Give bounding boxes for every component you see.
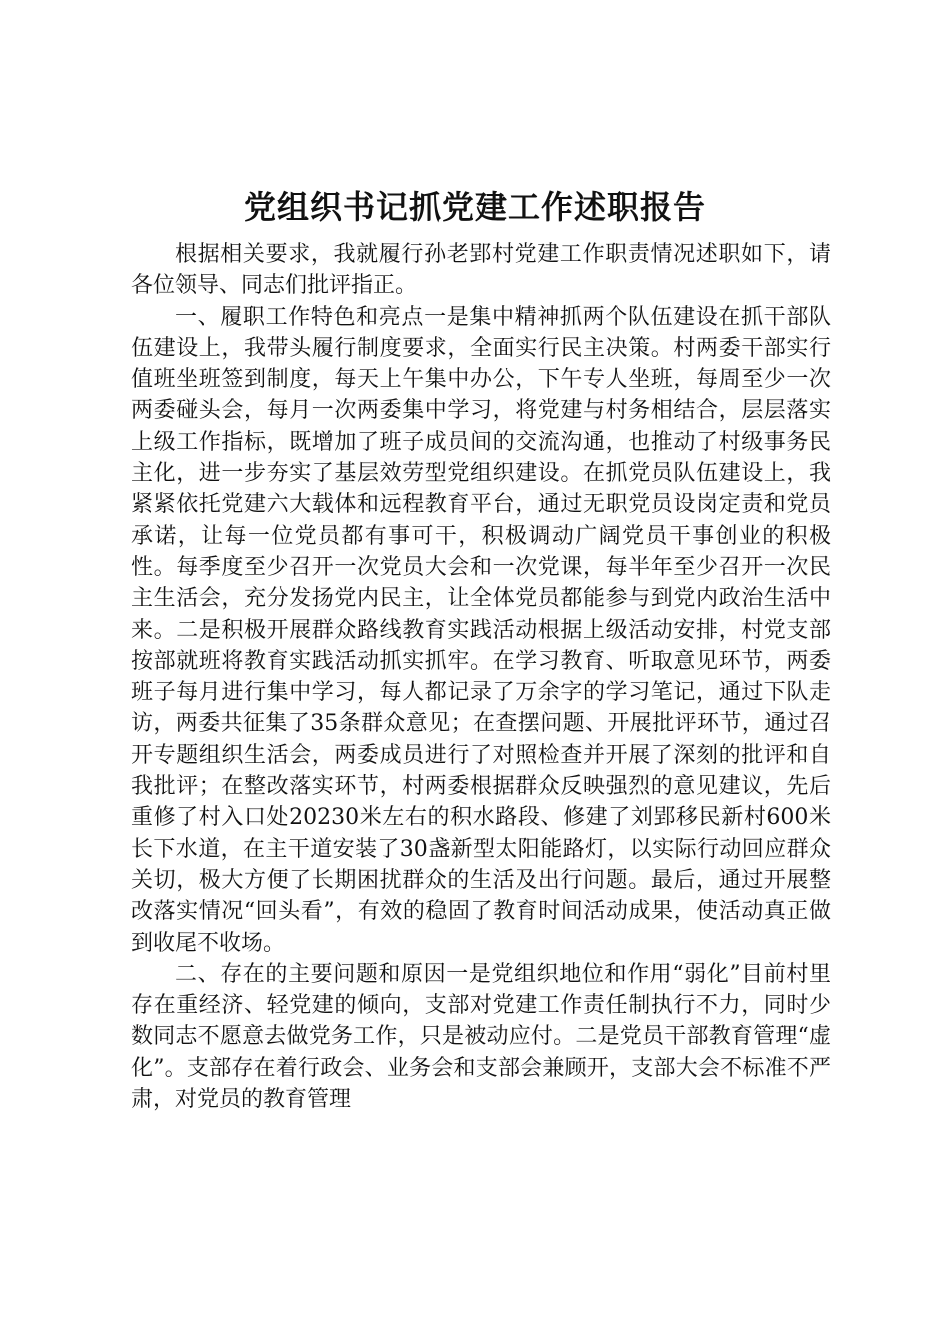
document-body <box>131 239 831 1115</box>
paragraph-section-2: 二、存在的主要问题和原因一是党组织地位和作用“弱化”目前村里存在重经济、轻党建的倾向，支部对党建工作责任制执行不力，同时少数同志不愿意去做党务工作，只是被动应付。二是党员干部教育管理“虚化”。支部存在着行政会、业务会和支部会兼顾开，支部大会不标准不严肃，对党员的教育管理 <box>131 961 831 1113</box>
document-title: 党组织书记抓党建工作述职报告 <box>243 188 706 226</box>
paragraph-section-1: 一、履职工作特色和亮点一是集中精神抓两个队伍建设在抓干部队伍建设上，我带头履行制度要求，全面实行民主决策。村两委干部实行值班坐班签到制度，每天上午集中办公，下午专人坐班，每周至少一次两委碰头会，每月一次两委集中学习，将党建与村务相结合，层层落实上级工作指标，既增加了班子成员间的交流沟通，也推动了村级事务民主化，进一步夯实了基层效劳型党组织建设。在抓党员队伍建设上，我紧紧依托党建六大载体和远程教育平台，通过无职党员设岗定责和党员承诺，让每一位党员都有事可干，积极调动广阔党员干事创业的积极性。每季度至少召开一次党员大会和一次党课，每半年至少召开一次民主生活会，充分发扬党内民主，让全体党员都能参与到党内政治生活中来。二是积极开展群众路线教育实践活动根据上级活动安排，村党支部按部就班将教育实践活动抓实抓牢。在学习教育、听取意见环节，两委班子每月进行集中学习，每人都记录了万余字的学习笔记，通过下队走访，两委共征集了35条群众意见；在查摆问题、开展批评环节，通过召开专题组织生活会，两委成员进行了对照检查并开展了深刻的批评和自我批评；在整改落实环节，村两委根据群众反映强烈的意见建议，先后重修了村入口处20230米左右的积水路段、修建了刘郢移民新村600米长下水道，在主干道安装了30盏新型太阳能路灯，以实际行动回应群众关切，极大方便了长期困扰群众的生活及出行问题。最后，通过开展整改落实情况“回头看”，有效的稳固了教育时间活动成果，使活动真正做到收尾不收场。 <box>131 304 831 956</box>
paragraph-intro: 根据相关要求，我就履行孙老郢村党建工作职责情况述职如下，请各位领导、同志们批评指正。 <box>131 242 831 299</box>
